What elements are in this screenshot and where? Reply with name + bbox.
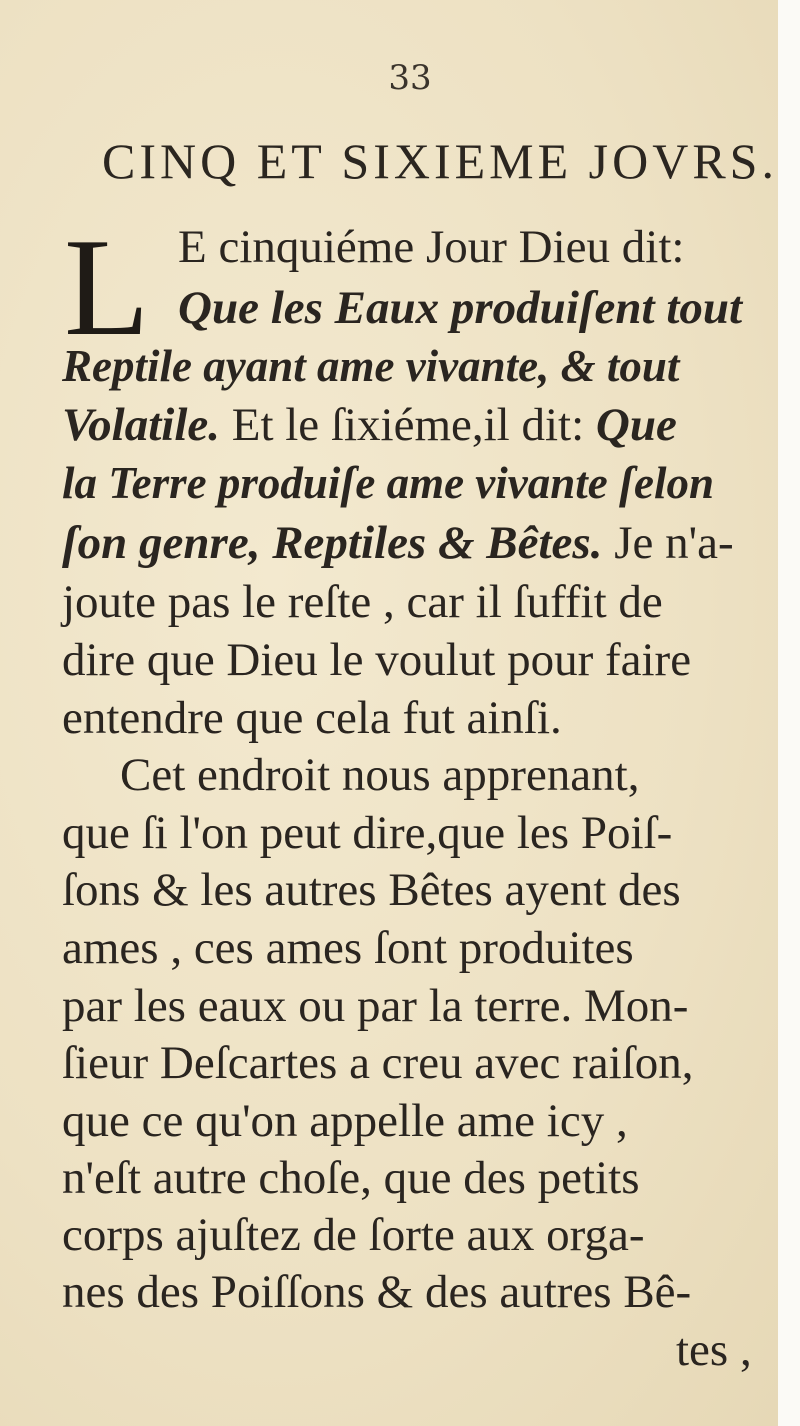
- text-line: dire que Dieu le voulut pour faire: [62, 634, 692, 686]
- text-line: par les eaux ou par la terre. Mon-: [62, 980, 689, 1032]
- catchword: tes ,: [676, 1324, 752, 1376]
- drop-cap: L: [64, 210, 150, 365]
- text-line: ſons & les autres Bêtes ayent des: [62, 864, 681, 916]
- text-line: Que les Eaux produiſent tout: [178, 282, 743, 334]
- text-line: ſieur Deſcartes a creu avec raiſon,: [62, 1037, 694, 1089]
- text-line: ames , ces ames ſont produites: [62, 922, 634, 974]
- text-line: corps ajuſtez de ſorte aux orga-: [62, 1209, 645, 1261]
- text-line: la Terre produiſe ame vivante ſelon: [62, 458, 714, 508]
- text-line: E cinquiéme Jour Dieu dit:: [178, 221, 685, 273]
- text-line: Cet endroit nous apprenant,: [120, 749, 640, 801]
- text-line: Reptile ayant ame vivante, & tout: [62, 341, 680, 391]
- text-line: joute pas le reſte , car il ſuffit de: [62, 576, 663, 628]
- chapter-heading: CINQ ET SIXIEME JOVRS.: [102, 133, 778, 189]
- text-line: que ſi l'on peut dire,que les Poiſ-: [62, 807, 673, 859]
- text-line: ſon genre, Reptiles & Bêtes. Je n'a-: [62, 517, 734, 569]
- text-line: que ce qu'on appelle ame icy ,: [62, 1095, 628, 1147]
- text-line: Volatile. Et le ſixiéme,il dit: Que: [62, 399, 677, 451]
- text-line: entendre que cela fut ainſi.: [62, 692, 562, 744]
- page-edge: [778, 0, 800, 1426]
- text-line: n'eſt autre choſe, que des petits: [62, 1152, 640, 1204]
- page-number: 33: [388, 58, 432, 98]
- text-line: nes des Poiſſons & des autres Bê-: [62, 1266, 692, 1318]
